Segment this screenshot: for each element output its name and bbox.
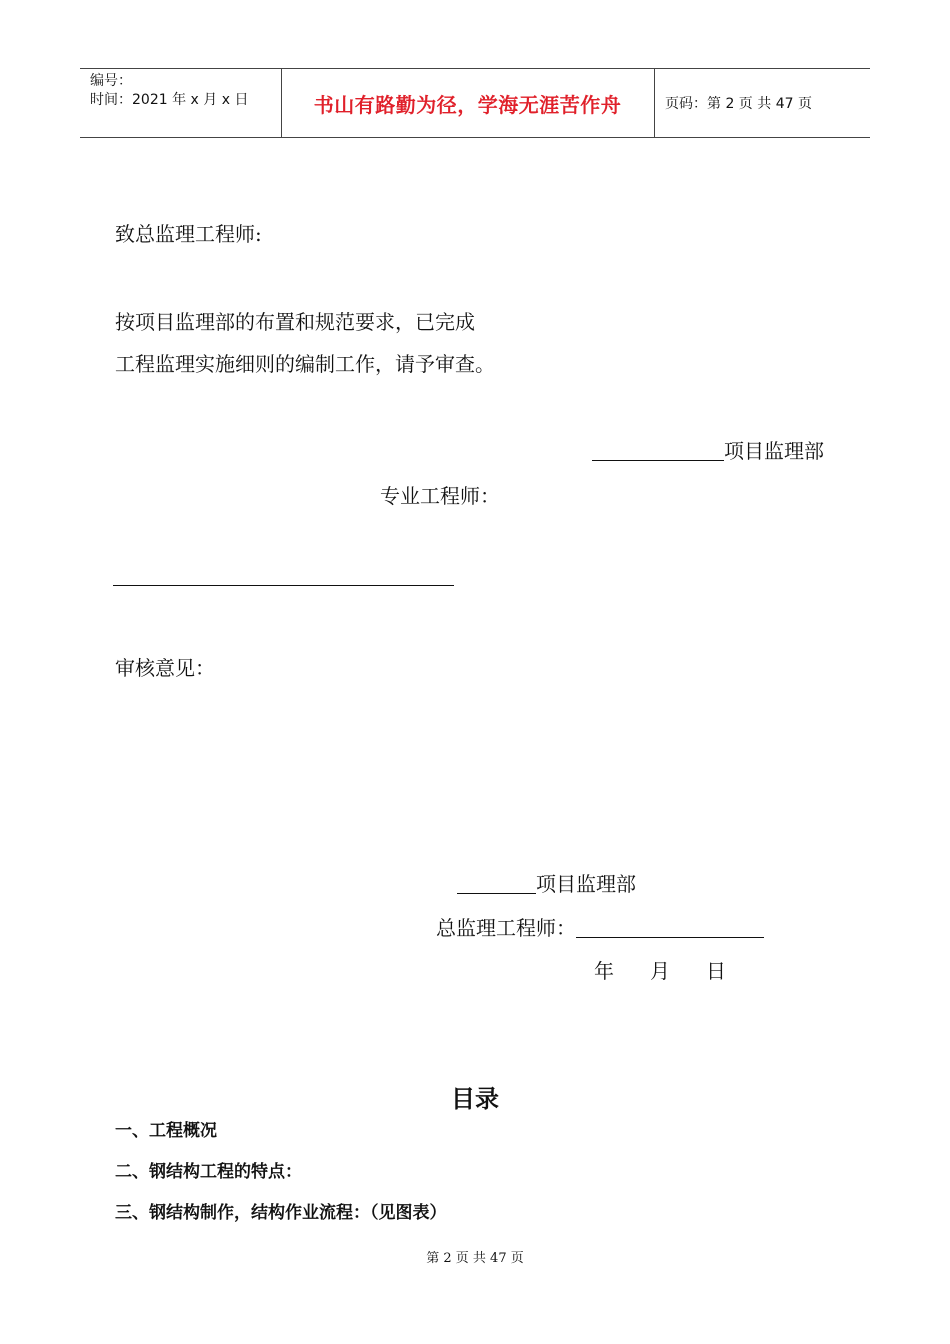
header-time-label: 时间：2021 年 x 月 x 日 (90, 92, 249, 108)
review-dept-signature (457, 868, 636, 897)
date-month: 月 (650, 959, 670, 983)
dept-name-blank (592, 460, 724, 461)
header-meta (90, 72, 248, 110)
review-date (594, 955, 726, 984)
header-divider (654, 69, 655, 137)
chief-engineer-label: 总监理工程师： (436, 916, 576, 940)
chief-engineer-blank (576, 937, 764, 938)
toc-title: 目录 (451, 1085, 499, 1113)
letter-body-line-2: 工程监理实施细则的编制工作，请予审查。 (115, 352, 495, 376)
review-opinion-label: 审核意见： (115, 656, 215, 680)
letter-dept-suffix: 项目监理部 (724, 439, 824, 463)
page-header (80, 68, 870, 138)
header-page-info: 页码：第 2 页 共 47 页 (665, 96, 812, 112)
engineer-label: 专业工程师： (380, 484, 500, 508)
date-day: 日 (706, 959, 726, 983)
page-footer: 第 2 页 共 47 页 (426, 1251, 524, 1266)
engineer-signature-line (113, 585, 454, 586)
date-year: 年 (594, 959, 614, 983)
toc-item[interactable]: 三、钢结构制作，结构作业流程：（见图表） (115, 1203, 447, 1223)
header-number-label: 编号： (90, 73, 132, 89)
review-dept-blank (457, 893, 536, 894)
letter-salutation: 致总监理工程师: (115, 222, 262, 246)
review-dept-suffix: 项目监理部 (536, 872, 636, 896)
header-motto: 书山有路勤为径，学海无涯苦作舟 (313, 92, 622, 117)
letter-body-line-1: 按项目监理部的布置和规范要求，已完成 (115, 310, 475, 334)
chief-engineer-signature (436, 912, 764, 941)
toc-item[interactable]: 一、工程概况 (115, 1121, 217, 1141)
toc-item[interactable]: 二、钢结构工程的特点： (115, 1162, 302, 1182)
letter-dept-signature (592, 435, 824, 464)
